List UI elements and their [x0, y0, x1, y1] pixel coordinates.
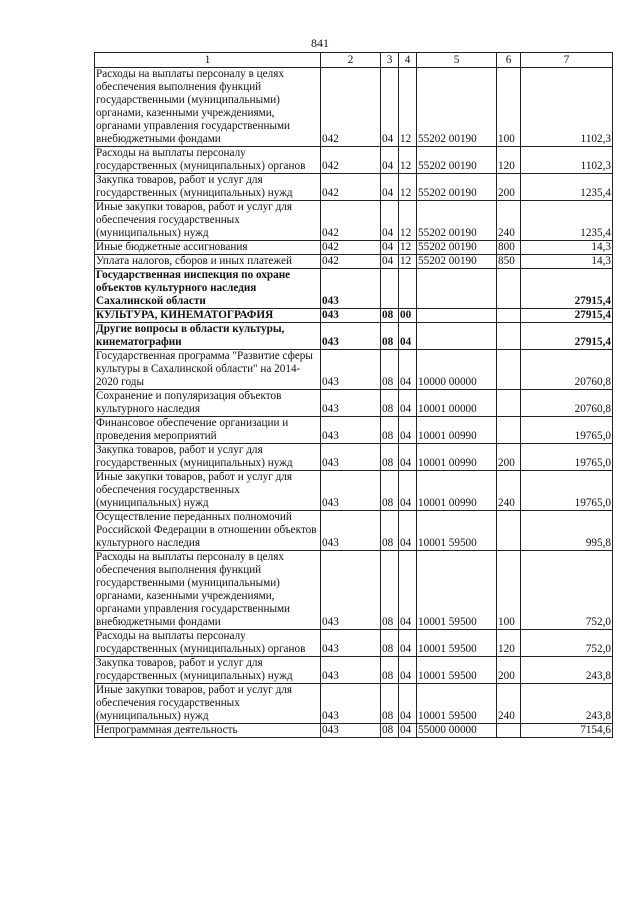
- row-target-article-cell: 55202 00190: [417, 255, 497, 269]
- row-section-cell: 08: [381, 657, 399, 684]
- header-cell: 3: [381, 53, 399, 68]
- row-sum-cell: 14,3: [521, 241, 613, 255]
- row-sum-cell: 19765,0: [521, 444, 613, 471]
- row-name-cell: Иные закупки товаров, работ и услуг для обеспечения государственных (муниципальных) нужд: [95, 201, 321, 241]
- row-code-cell: 043: [321, 323, 381, 350]
- row-target-article-cell: [417, 323, 497, 350]
- table-row: [95, 511, 613, 551]
- row-code-cell: 043: [321, 630, 381, 657]
- header-cell: 5: [417, 53, 497, 68]
- row-expense-type-cell: 100: [497, 68, 521, 147]
- row-subsection-cell: 04: [399, 551, 417, 630]
- row-subsection-cell: 04: [399, 511, 417, 551]
- row-sum-cell: 20760,8: [521, 350, 613, 390]
- row-name-cell: Закупка товаров, работ и услуг для государственных (муниципальных) нужд: [95, 174, 321, 201]
- row-sum-cell: 20760,8: [521, 390, 613, 417]
- table-row: [95, 174, 613, 201]
- table-row: [95, 684, 613, 724]
- row-expense-type-cell: 200: [497, 174, 521, 201]
- table-row: [95, 417, 613, 444]
- row-section-cell: 08: [381, 323, 399, 350]
- row-name-cell: Расходы на выплаты персоналу государственных (муниципальных) органов: [95, 630, 321, 657]
- row-code-cell: 043: [321, 724, 381, 738]
- header-row: [95, 53, 613, 68]
- row-code-cell: 042: [321, 147, 381, 174]
- row-expense-type-cell: [497, 309, 521, 323]
- row-target-article-cell: 10000 00000: [417, 350, 497, 390]
- table-row: [95, 390, 613, 417]
- row-section-cell: 08: [381, 390, 399, 417]
- header-cell: 7: [521, 53, 613, 68]
- row-section-cell: 08: [381, 724, 399, 738]
- row-expense-type-cell: 240: [497, 471, 521, 511]
- table-row: [95, 201, 613, 241]
- row-target-article-cell: 55202 00190: [417, 241, 497, 255]
- row-section-cell: 08: [381, 350, 399, 390]
- row-sum-cell: 27915,4: [521, 323, 613, 350]
- row-sum-cell: 1102,3: [521, 147, 613, 174]
- row-section-cell: 04: [381, 147, 399, 174]
- row-sum-cell: 19765,0: [521, 471, 613, 511]
- row-sum-cell: 19765,0: [521, 417, 613, 444]
- row-subsection-cell: 04: [399, 350, 417, 390]
- row-target-article-cell: 10001 00990: [417, 471, 497, 511]
- row-section-cell: 08: [381, 471, 399, 511]
- row-sum-cell: 1235,4: [521, 201, 613, 241]
- row-name-cell: КУЛЬТУРА, КИНЕМАТОГРАФИЯ: [95, 309, 321, 323]
- row-subsection-cell: 04: [399, 444, 417, 471]
- row-name-cell: Государственная инспекция по охране объектов культурного наследия Сахалинской области: [95, 269, 321, 309]
- row-expense-type-cell: [497, 269, 521, 309]
- row-code-cell: 043: [321, 511, 381, 551]
- row-code-cell: 042: [321, 241, 381, 255]
- row-code-cell: 043: [321, 350, 381, 390]
- table-row: [95, 724, 613, 738]
- row-section-cell: 04: [381, 241, 399, 255]
- row-target-article-cell: 55000 00000: [417, 724, 497, 738]
- row-sum-cell: 7154,6: [521, 724, 613, 738]
- row-target-article-cell: 10001 59500: [417, 684, 497, 724]
- row-name-cell: Иные бюджетные ассигнования: [95, 241, 321, 255]
- table-row: [95, 255, 613, 269]
- row-sum-cell: 243,8: [521, 657, 613, 684]
- row-target-article-cell: 10001 00990: [417, 417, 497, 444]
- row-sum-cell: 14,3: [521, 255, 613, 269]
- row-section-cell: 08: [381, 444, 399, 471]
- table-row: [95, 241, 613, 255]
- row-name-cell: Уплата налогов, сборов и иных платежей: [95, 255, 321, 269]
- row-section-cell: 08: [381, 511, 399, 551]
- row-section-cell: 08: [381, 684, 399, 724]
- row-subsection-cell: 12: [399, 174, 417, 201]
- row-expense-type-cell: 240: [497, 684, 521, 724]
- row-subsection-cell: 04: [399, 323, 417, 350]
- table-row: [95, 657, 613, 684]
- row-name-cell: Расходы на выплаты персоналу государственных (муниципальных) органов: [95, 147, 321, 174]
- row-expense-type-cell: [497, 417, 521, 444]
- row-code-cell: 043: [321, 417, 381, 444]
- row-target-article-cell: [417, 309, 497, 323]
- row-name-cell: Государственная программа "Развитие сферы культуры в Сахалинской области" на 2014-2020 годы: [95, 350, 321, 390]
- row-subsection-cell: 12: [399, 201, 417, 241]
- row-name-cell: Финансовое обеспечение организации и проведения мероприятий: [95, 417, 321, 444]
- row-name-cell: Закупка товаров, работ и услуг для государственных (муниципальных) нужд: [95, 444, 321, 471]
- table-row: [95, 551, 613, 630]
- row-target-article-cell: 10001 59500: [417, 551, 497, 630]
- header-cell: 1: [95, 53, 321, 68]
- row-subsection-cell: 12: [399, 241, 417, 255]
- header-cell: 6: [497, 53, 521, 68]
- table-row: [95, 309, 613, 323]
- row-section-cell: 04: [381, 201, 399, 241]
- row-sum-cell: 752,0: [521, 630, 613, 657]
- row-section-cell: 08: [381, 309, 399, 323]
- row-target-article-cell: 55202 00190: [417, 201, 497, 241]
- row-target-article-cell: 55202 00190: [417, 147, 497, 174]
- row-subsection-cell: 04: [399, 471, 417, 511]
- header-cell: 4: [399, 53, 417, 68]
- table-row: [95, 350, 613, 390]
- row-section-cell: [381, 269, 399, 309]
- row-sum-cell: 752,0: [521, 551, 613, 630]
- row-target-article-cell: 10001 59500: [417, 657, 497, 684]
- table-row: [95, 630, 613, 657]
- row-section-cell: 08: [381, 417, 399, 444]
- row-code-cell: 042: [321, 174, 381, 201]
- row-section-cell: 08: [381, 551, 399, 630]
- table-row: [95, 147, 613, 174]
- row-name-cell: Иные закупки товаров, работ и услуг для обеспечения государственных (муниципальных) нужд: [95, 684, 321, 724]
- table-row: [95, 323, 613, 350]
- row-subsection-cell: 00: [399, 309, 417, 323]
- row-expense-type-cell: 240: [497, 201, 521, 241]
- row-subsection-cell: [399, 269, 417, 309]
- row-target-article-cell: 55202 00190: [417, 68, 497, 147]
- row-subsection-cell: 12: [399, 68, 417, 147]
- row-target-article-cell: [417, 269, 497, 309]
- row-expense-type-cell: 200: [497, 444, 521, 471]
- row-target-article-cell: 10001 59500: [417, 511, 497, 551]
- table-row: [95, 68, 613, 147]
- row-name-cell: Осуществление переданных полномочий Российской Федерации в отношении объектов культурного наследия: [95, 511, 321, 551]
- row-subsection-cell: 12: [399, 255, 417, 269]
- row-code-cell: 043: [321, 684, 381, 724]
- row-expense-type-cell: [497, 390, 521, 417]
- row-expense-type-cell: 120: [497, 630, 521, 657]
- row-subsection-cell: 04: [399, 417, 417, 444]
- row-code-cell: 043: [321, 657, 381, 684]
- table-row: [95, 269, 613, 309]
- row-subsection-cell: 04: [399, 657, 417, 684]
- row-sum-cell: 1102,3: [521, 68, 613, 147]
- row-name-cell: Сохранение и популяризация объектов культурного наследия: [95, 390, 321, 417]
- row-code-cell: 043: [321, 269, 381, 309]
- row-section-cell: 04: [381, 174, 399, 201]
- row-section-cell: 08: [381, 630, 399, 657]
- row-target-article-cell: 55202 00190: [417, 174, 497, 201]
- row-code-cell: 043: [321, 471, 381, 511]
- table-body: [95, 68, 613, 738]
- row-expense-type-cell: 800: [497, 241, 521, 255]
- row-name-cell: Непрограммная деятельность: [95, 724, 321, 738]
- row-expense-type-cell: [497, 724, 521, 738]
- table-row: [95, 444, 613, 471]
- row-name-cell: Иные закупки товаров, работ и услуг для обеспечения государственных (муниципальных) нужд: [95, 471, 321, 511]
- row-subsection-cell: 04: [399, 684, 417, 724]
- row-code-cell: 043: [321, 309, 381, 323]
- row-code-cell: 042: [321, 201, 381, 241]
- row-code-cell: 043: [321, 551, 381, 630]
- row-name-cell: Другие вопросы в области культуры, кинематографии: [95, 323, 321, 350]
- row-expense-type-cell: [497, 323, 521, 350]
- row-subsection-cell: 04: [399, 724, 417, 738]
- row-section-cell: 04: [381, 255, 399, 269]
- row-target-article-cell: 10001 00990: [417, 444, 497, 471]
- row-subsection-cell: 12: [399, 147, 417, 174]
- row-code-cell: 043: [321, 444, 381, 471]
- row-expense-type-cell: 100: [497, 551, 521, 630]
- table-row: [95, 471, 613, 511]
- row-target-article-cell: 10001 59500: [417, 630, 497, 657]
- row-sum-cell: 243,8: [521, 684, 613, 724]
- row-subsection-cell: 04: [399, 390, 417, 417]
- row-subsection-cell: 04: [399, 630, 417, 657]
- row-name-cell: Закупка товаров, работ и услуг для государственных (муниципальных) нужд: [95, 657, 321, 684]
- row-sum-cell: 27915,4: [521, 309, 613, 323]
- row-code-cell: 042: [321, 255, 381, 269]
- row-sum-cell: 1235,4: [521, 174, 613, 201]
- row-code-cell: 042: [321, 68, 381, 147]
- row-sum-cell: 27915,4: [521, 269, 613, 309]
- row-code-cell: 043: [321, 390, 381, 417]
- budget-table: [94, 52, 613, 738]
- header-cell: 2: [321, 53, 381, 68]
- row-expense-type-cell: [497, 350, 521, 390]
- row-expense-type-cell: 120: [497, 147, 521, 174]
- row-expense-type-cell: 850: [497, 255, 521, 269]
- row-name-cell: Расходы на выплаты персоналу в целях обеспечения выполнения функций государственными (муниципальными) органами, казенными учреждениями, органами управления государственными внебюджетными фондами: [95, 551, 321, 630]
- row-sum-cell: 995,8: [521, 511, 613, 551]
- page-number: 841: [311, 36, 329, 50]
- row-name-cell: Расходы на выплаты персоналу в целях обеспечения выполнения функций государственными (муниципальными) органами, казенными учреждениями, органами управления государственными внебюджетными фондами: [95, 68, 321, 147]
- row-expense-type-cell: [497, 511, 521, 551]
- row-expense-type-cell: 200: [497, 657, 521, 684]
- row-target-article-cell: 10001 00000: [417, 390, 497, 417]
- row-section-cell: 04: [381, 68, 399, 147]
